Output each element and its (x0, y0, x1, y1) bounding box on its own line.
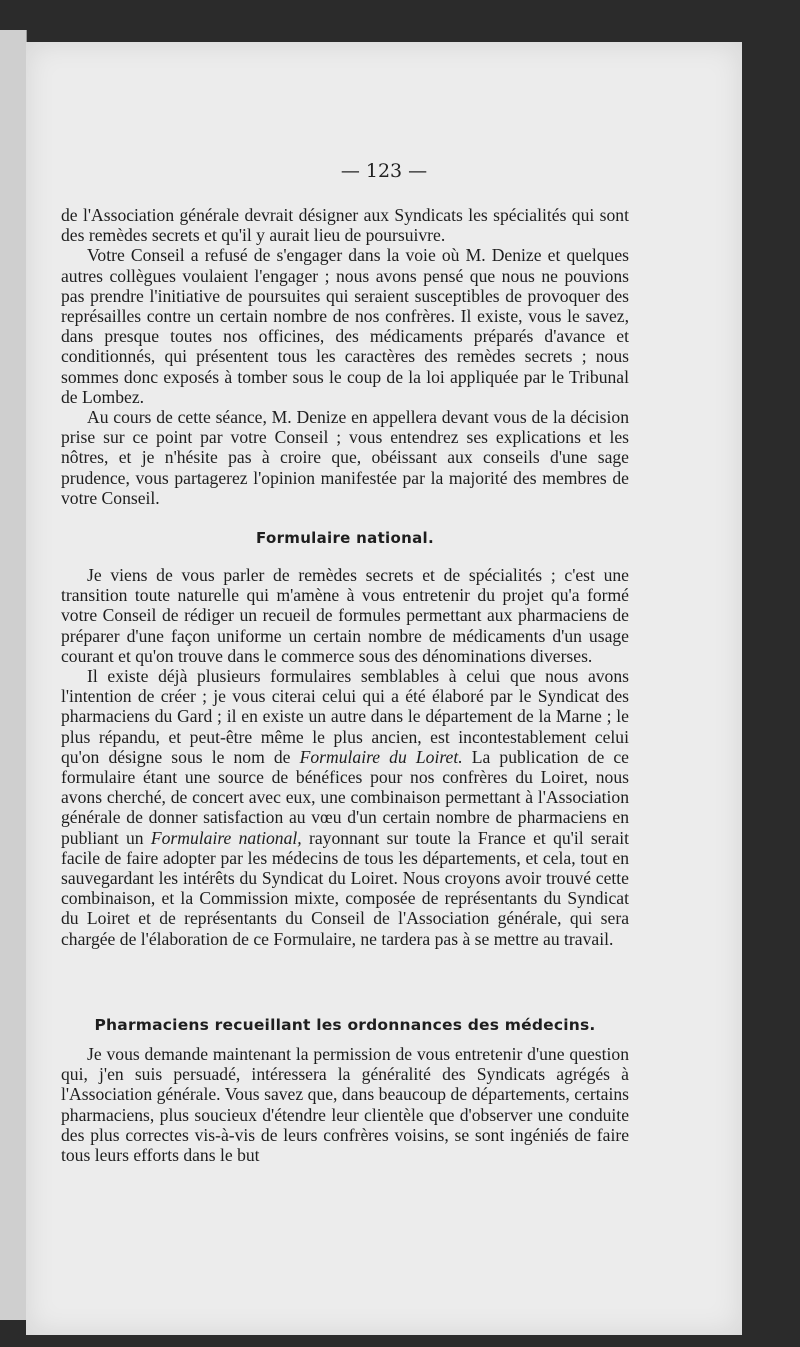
paragraph: Au cours de cette séance, M. Denize en appellera devant vous de la décision prise sur ce point par votre Conseil ; vous entendrez ses explications et les nôtres, et je n'hésite pas à croire que, obéissant aux conseils d'une sage prudence, vous partagerez l'opinion manifestée par la majorité des membres de votre Conseil. (61, 407, 629, 508)
italic-title: Formulaire national, (150, 827, 302, 848)
text-run: La publication de ce formulaire étant une source de bénéfices pour nos confrères du Loiret, nous avons cherché, de concert avec eux, une combinaison permettant à l'Association générale de donner satisfaction au vœu d'un certain nombre de pharmaciens en publiant un (61, 746, 629, 848)
paragraph: de l'Association générale devrait désigner aux Syndicats les spécialités qui sont des remèdes secrets et qu'il y aurait lieu de poursuivre. (61, 205, 629, 246)
text-section-pharmaciens (61, 1044, 629, 1165)
text-section-formulaire-national (61, 565, 629, 949)
text-run: rayonnant sur toute la France et qu'il serait facile de faire adopter par les médecins de tous les départements, et cela, tout en sauvegardant les intérêts du Syndicat du Loiret. Nous croyons avoir trouvé cette combinaison, et la Commission mixte, composée de représentants du Syndicat du Loiret et de représentants du Conseil de l'Association générale, qui sera chargée de l'élaboration de ce Formulaire, ne tardera pas à se mettre au travail. (61, 827, 629, 949)
paragraph: Je viens de vous parler de remèdes secrets et de spécialités ; c'est une transition toute naturelle qui m'amène à vous entretenir du projet qu'a formé votre Conseil de rédiger un recueil de formules permettant aux pharmaciens de préparer d'une façon uniforme un certain nombre de médicaments d'un usage courant et qu'on trouve dans le commerce sous des dénominations diverses. (61, 565, 629, 666)
text-run: Il existe déjà plusieurs formulaires semblables à celui que nous avons l'intention de créer ; je vous citerai celui qui a été élaboré par le Syndicat des pharmaciens du Gard ; il en existe un autre dans le département de la Marne ; le plus répandu, et peut-être même le plus ancien, est incontestablement celui qu'on désigne sous le nom de (61, 666, 629, 767)
section-heading-formulaire-national: Formulaire national. (256, 529, 434, 547)
section-heading-pharmaciens: Pharmaciens recueillant les ordonnances des médecins. (94, 1016, 596, 1034)
italic-title: Formulaire du Loiret. (299, 746, 463, 767)
text-section-remedes-secrets (61, 205, 629, 508)
page-number: — 123 — (340, 160, 428, 182)
paragraph (61, 666, 629, 949)
paragraph: Je vous demande maintenant la permission de vous entretenir d'une question qui, j'en suis persuadé, intéressera la généralité des Syndicats agrégés à l'Association générale. Vous savez que, dans beaucoup de départements, certains pharmaciens, plus soucieux d'étendre leur clientèle que d'observer une conduite des plus correctes vis-à-vis de leurs confrères voisins, se sont ingéniés de faire tous leurs efforts dans le but (61, 1044, 629, 1166)
paragraph: Votre Conseil a refusé de s'engager dans la voie où M. Denize et quelques autres collègues voulaient l'engager ; nous avons pensé que nous ne pouvions pas prendre l'initiative de poursuites qui seraient susceptibles de provoquer des représailles contre un certain nombre de nos confrères. Il existe, vous le savez, dans presque toutes nos officines, des médicaments préparés d'avance et conditionnés, qui présentent tous les caractères des remèdes secrets ; nous sommes donc exposés à tomber sous le coup de la loi appliquée par le Tribunal de Lombez. (61, 245, 629, 407)
previous-page-edge (0, 30, 27, 1320)
